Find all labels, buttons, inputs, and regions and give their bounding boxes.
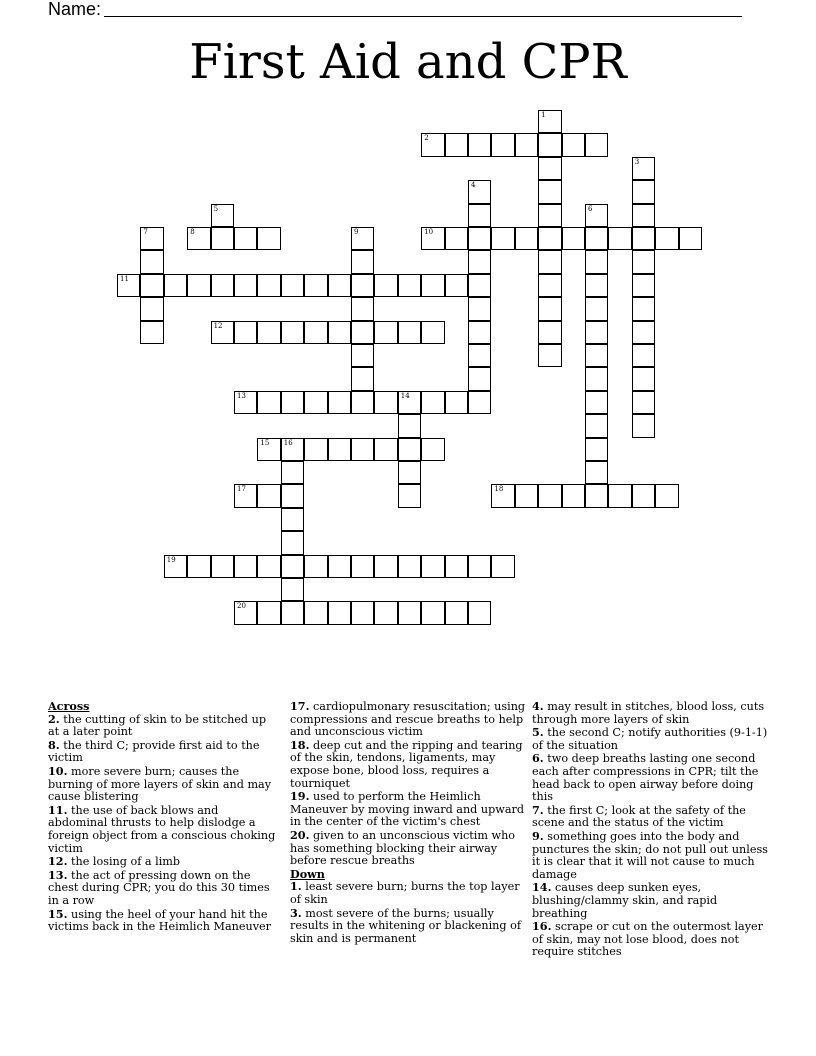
clue-item — [290, 829, 526, 868]
clue-number: 2 — [424, 134, 429, 143]
grid-cell[interactable] — [585, 250, 608, 273]
grid-cell[interactable] — [585, 344, 608, 367]
clue-item-number: 7. — [532, 802, 544, 817]
grid-cell[interactable] — [281, 274, 304, 297]
clue-item-text: using the heel of your hand hit the victims back in the Heimlich Maneuver — [48, 907, 271, 934]
grid-cell[interactable] — [257, 601, 280, 624]
grid-cell[interactable] — [632, 297, 655, 320]
grid-cell[interactable] — [187, 274, 210, 297]
clue-item — [48, 908, 276, 934]
clue-number: 3 — [634, 157, 640, 166]
grid-cell[interactable] — [211, 321, 234, 344]
grid-cell[interactable] — [468, 180, 491, 203]
grid-cell[interactable] — [374, 321, 397, 344]
grid-cell[interactable] — [585, 438, 608, 461]
clue-item-number: 20. — [290, 827, 310, 842]
clue-item-number: 4. — [532, 699, 544, 713]
grid-cell[interactable] — [538, 157, 561, 180]
grid-cell[interactable] — [281, 578, 304, 601]
clue-number: 19 — [166, 555, 176, 564]
grid-cell[interactable] — [421, 601, 444, 624]
clue-number: 13 — [237, 391, 246, 400]
grid-cell[interactable] — [398, 438, 421, 461]
clue-item-number: 12. — [48, 854, 68, 869]
clue-item-number: 6. — [532, 751, 544, 766]
grid-cell[interactable] — [632, 250, 655, 273]
grid-cell[interactable] — [257, 391, 280, 414]
grid-cell[interactable] — [445, 555, 468, 578]
clue-number: 12 — [213, 321, 223, 330]
clue-item — [532, 804, 768, 830]
grid-cell[interactable] — [445, 274, 468, 297]
clue-item — [290, 907, 526, 946]
grid-cell[interactable] — [281, 484, 304, 507]
clue-number: 4 — [471, 181, 476, 190]
grid-cell[interactable] — [632, 180, 655, 203]
grid-cell[interactable] — [632, 204, 655, 227]
grid-cell[interactable] — [351, 601, 374, 624]
clue-item-text: the losing of a limb — [67, 855, 181, 869]
grid-cell[interactable] — [281, 531, 304, 554]
grid-cell[interactable] — [257, 321, 280, 344]
grid-cell[interactable] — [351, 297, 374, 320]
clue-number: 17 — [237, 485, 246, 494]
grid-cell[interactable] — [491, 133, 514, 156]
clue-number: 10 — [424, 228, 434, 236]
grid-cell[interactable] — [421, 391, 444, 414]
clue-item-number: 1. — [290, 879, 302, 894]
grid-cell[interactable] — [328, 321, 351, 344]
grid-cell[interactable] — [164, 274, 187, 297]
grid-cell[interactable] — [585, 414, 608, 437]
grid-cell[interactable] — [585, 274, 608, 297]
grid-cell[interactable] — [468, 227, 491, 250]
grid-cell[interactable] — [585, 461, 608, 484]
across-heading: Across — [48, 699, 90, 713]
grid-cell[interactable] — [538, 274, 561, 297]
clue-number: 16 — [283, 438, 293, 447]
clue-item-text: most severe of the burns; usually results in the whitening or blackening of skin and is permanent — [290, 906, 521, 945]
clue-number: 15 — [260, 438, 270, 447]
grid-cell[interactable] — [351, 344, 374, 367]
clue-item-text: the second C; notify authorities (9-1-1) of the situation — [532, 726, 768, 752]
clue-item — [532, 752, 768, 803]
grid-cell[interactable] — [398, 461, 421, 484]
grid-cell[interactable] — [632, 227, 655, 250]
grid-cell[interactable] — [632, 414, 655, 437]
clue-item-number: 10. — [48, 763, 68, 778]
clue-item — [48, 765, 276, 804]
grid-cell[interactable] — [257, 484, 280, 507]
grid-cell[interactable] — [585, 321, 608, 344]
grid-cell[interactable] — [538, 250, 561, 273]
clue-item — [290, 790, 526, 829]
grid-cell[interactable] — [468, 297, 491, 320]
clue-item — [290, 880, 526, 906]
clue-number: 9 — [354, 228, 359, 236]
grid-cell[interactable] — [421, 438, 444, 461]
clue-item-text: the use of back blows and abdominal thrusts to help dislodge a foreign object from a conscious choking victim — [48, 803, 276, 855]
grid-cell[interactable] — [632, 321, 655, 344]
grid-cell[interactable] — [211, 227, 234, 250]
clue-item-text: may result in stitches, blood loss, cuts through more layers of skin — [532, 700, 765, 726]
grid-cell[interactable] — [140, 297, 163, 320]
grid-cell[interactable] — [398, 391, 421, 414]
grid-cell[interactable] — [562, 227, 585, 250]
grid-cell[interactable] — [468, 555, 491, 578]
grid-cell[interactable] — [351, 391, 374, 414]
grid-cell[interactable] — [234, 227, 257, 250]
clue-item-text: the cutting of skin to be stitched up at a later point — [48, 712, 266, 739]
grid-cell[interactable] — [328, 438, 351, 461]
grid-cell[interactable] — [328, 274, 351, 297]
grid-cell[interactable] — [374, 274, 397, 297]
clue-item-number: 11. — [48, 802, 68, 817]
grid-cell[interactable] — [281, 508, 304, 531]
grid-cell[interactable] — [491, 555, 514, 578]
grid-cell[interactable] — [538, 133, 561, 156]
grid-cell[interactable] — [562, 484, 585, 507]
clue-item-text: the first C; look at the safety of the scene and the status of the victim — [532, 803, 746, 830]
grid-cell[interactable] — [234, 484, 257, 507]
clue-number: 11 — [120, 274, 129, 283]
grid-cell[interactable] — [538, 321, 561, 344]
grid-cell[interactable] — [468, 601, 491, 624]
grid-cell[interactable] — [328, 391, 351, 414]
clue-item-number: 19. — [290, 789, 310, 804]
grid-cell[interactable] — [421, 227, 444, 250]
grid-cell[interactable] — [398, 601, 421, 624]
grid-cell[interactable] — [421, 321, 444, 344]
grid-cell[interactable] — [351, 321, 374, 344]
clue-item-number: 13. — [48, 867, 68, 882]
grid-cell[interactable] — [140, 227, 163, 250]
grid-cell[interactable] — [351, 438, 374, 461]
grid-cell[interactable] — [538, 227, 561, 250]
clue-item — [532, 700, 768, 726]
grid-cell[interactable] — [585, 204, 608, 227]
grid-cell[interactable] — [632, 274, 655, 297]
grid-cell[interactable] — [445, 227, 468, 250]
clue-number: 5 — [213, 204, 219, 213]
grid-cell[interactable] — [234, 555, 257, 578]
clue-item-number: 18. — [290, 737, 310, 752]
clue-item-number: 2. — [48, 711, 60, 726]
grid-cell[interactable] — [585, 227, 608, 250]
grid-cell[interactable] — [140, 250, 163, 273]
clue-item-number: 16. — [532, 919, 552, 934]
grid-cell[interactable] — [632, 367, 655, 390]
grid-cell[interactable] — [117, 274, 140, 297]
grid-cell[interactable] — [608, 227, 631, 250]
grid-cell[interactable] — [374, 555, 397, 578]
grid-cell[interactable] — [679, 227, 702, 250]
grid-cell[interactable] — [468, 204, 491, 227]
grid-cell[interactable] — [468, 133, 491, 156]
grid-cell[interactable] — [398, 484, 421, 507]
grid-cell[interactable] — [234, 601, 257, 624]
clue-item — [48, 713, 276, 739]
grid-cell[interactable] — [585, 367, 608, 390]
clue-item-number: 9. — [532, 828, 544, 843]
grid-cell[interactable] — [304, 438, 327, 461]
clue-item — [290, 700, 526, 739]
grid-cell[interactable] — [304, 601, 327, 624]
grid-cell[interactable] — [468, 391, 491, 414]
grid-cell[interactable] — [281, 601, 304, 624]
clues-column-1 — [48, 700, 276, 934]
grid-cell[interactable] — [655, 227, 678, 250]
grid-cell[interactable] — [164, 555, 187, 578]
grid-cell[interactable] — [538, 204, 561, 227]
grid-cell[interactable] — [328, 601, 351, 624]
down-heading: Down — [290, 866, 325, 881]
grid-cell[interactable] — [187, 227, 210, 250]
clue-item-number: 5. — [532, 725, 544, 740]
grid-cell[interactable] — [257, 274, 280, 297]
clue-item — [290, 739, 526, 790]
grid-cell[interactable] — [421, 555, 444, 578]
grid-cell[interactable] — [304, 321, 327, 344]
grid-cell[interactable] — [304, 555, 327, 578]
clue-item-text: deep cut and the ripping and tearing of the skin, tendons, ligaments, may expose bone, blood loss, requires a tourniquet — [290, 738, 523, 790]
grid-cell[interactable] — [398, 321, 421, 344]
grid-cell[interactable] — [374, 391, 397, 414]
clue-item-text: given to an unconscious victim who has something blocking their airway before rescue breaths — [290, 828, 516, 868]
grid-cell[interactable] — [608, 484, 631, 507]
clue-item-number: 14. — [532, 880, 552, 895]
grid-cell[interactable] — [468, 274, 491, 297]
grid-cell[interactable] — [468, 250, 491, 273]
grid-cell[interactable] — [234, 321, 257, 344]
clue-number: 8 — [190, 228, 195, 236]
clue-item — [48, 804, 276, 855]
clues-column-3 — [532, 700, 768, 959]
grid-cell[interactable] — [351, 250, 374, 273]
clue-number: 1 — [541, 111, 546, 119]
clues-column-2 — [290, 700, 526, 945]
clue-item-text: causes deep sunken eyes, blushing/clammy skin, and rapid breathing — [532, 881, 718, 920]
grid-cell[interactable] — [421, 133, 444, 156]
grid-cell[interactable] — [491, 227, 514, 250]
grid-cell[interactable] — [538, 297, 561, 320]
grid-cell[interactable] — [351, 227, 374, 250]
page-title: First Aid and CPR — [189, 34, 627, 90]
grid-cell[interactable] — [234, 274, 257, 297]
grid-cell[interactable] — [257, 227, 280, 250]
grid-cell[interactable] — [257, 438, 280, 461]
grid-cell[interactable] — [538, 180, 561, 203]
grid-cell[interactable] — [140, 274, 163, 297]
clue-item — [48, 855, 276, 869]
grid-cell[interactable] — [538, 344, 561, 367]
grid-cell[interactable] — [351, 367, 374, 390]
clue-item-text: least severe burn; burns the top layer of skin — [290, 880, 520, 906]
grid-cell[interactable] — [468, 344, 491, 367]
grid-cell[interactable] — [211, 204, 234, 227]
grid-cell[interactable] — [398, 274, 421, 297]
grid-cell[interactable] — [632, 391, 655, 414]
grid-cell[interactable] — [351, 274, 374, 297]
grid-cell[interactable] — [632, 157, 655, 180]
grid-cell[interactable] — [491, 484, 514, 507]
grid-cell[interactable] — [187, 555, 210, 578]
clue-item — [48, 869, 276, 908]
clue-item-text: something goes into the body and punctures the skin; do not pull out unless it is clear that it will not cause to much damage — [532, 829, 768, 881]
grid-cell[interactable] — [281, 321, 304, 344]
clue-item-text: cardiopulmonary resuscitation; using compressions and rescue breaths to help and unconscious victim — [290, 700, 526, 739]
grid-cell[interactable] — [351, 555, 374, 578]
clue-item-text: more severe burn; causes the burning of more layers of skin and may cause blistering — [48, 764, 272, 804]
clue-item — [532, 830, 768, 881]
grid-cell[interactable] — [281, 555, 304, 578]
grid-cell[interactable] — [468, 367, 491, 390]
clue-number: 20 — [237, 602, 246, 611]
grid-cell[interactable] — [374, 438, 397, 461]
grid-cell[interactable] — [234, 391, 257, 414]
grid-cell[interactable] — [211, 274, 234, 297]
clue-item-text: used to perform the Heimlich Maneuver by moving inward and upward in the center of the victim's chest — [290, 790, 525, 829]
grid-cell[interactable] — [585, 391, 608, 414]
grid-cell[interactable] — [421, 274, 444, 297]
clue-item — [48, 739, 276, 765]
grid-cell[interactable] — [445, 601, 468, 624]
grid-cell[interactable] — [515, 484, 538, 507]
grid-cell[interactable] — [398, 555, 421, 578]
grid-cell[interactable] — [585, 133, 608, 156]
clue-item — [532, 726, 768, 752]
grid-cell[interactable] — [281, 461, 304, 484]
down-clue-list-continued — [532, 700, 768, 959]
grid-cell[interactable] — [211, 555, 234, 578]
grid-cell[interactable] — [515, 133, 538, 156]
clue-item-text: the act of pressing down on the chest during CPR; you do this 30 times in a row — [48, 868, 270, 907]
grid-cell[interactable] — [304, 391, 327, 414]
grid-cell[interactable] — [515, 227, 538, 250]
grid-cell[interactable] — [538, 110, 561, 133]
grid-cell[interactable] — [562, 133, 585, 156]
clue-item-text: the third C; provide first aid to the victim — [48, 738, 260, 765]
clue-item-number: 15. — [48, 906, 68, 921]
grid-cell[interactable] — [585, 484, 608, 507]
across-clue-list — [48, 713, 276, 934]
grid-cell[interactable] — [304, 274, 327, 297]
grid-cell[interactable] — [281, 391, 304, 414]
grid-cell[interactable] — [445, 133, 468, 156]
clue-number: 18 — [494, 485, 504, 494]
grid-cell[interactable] — [468, 321, 491, 344]
grid-cell[interactable] — [257, 555, 280, 578]
clue-item — [532, 920, 768, 959]
grid-cell[interactable] — [398, 414, 421, 437]
grid-cell[interactable] — [538, 484, 561, 507]
grid-cell[interactable] — [140, 321, 163, 344]
clue-item-number: 3. — [290, 905, 302, 920]
clue-item-text: scrape or cut on the outermost layer of skin, may not lose blood, does not require stitches — [532, 920, 764, 959]
grid-cell[interactable] — [632, 484, 655, 507]
down-clue-list — [290, 880, 526, 945]
name-label: Name: — [48, 0, 102, 19]
clue-item-number: 8. — [48, 737, 60, 752]
clue-number: 7 — [143, 228, 148, 236]
grid-cell[interactable] — [445, 391, 468, 414]
clue-number: 6 — [588, 204, 593, 213]
grid-cell[interactable] — [281, 438, 304, 461]
grid-cell[interactable] — [585, 297, 608, 320]
grid-cell[interactable] — [632, 344, 655, 367]
grid-cell[interactable] — [328, 555, 351, 578]
grid-cell[interactable] — [374, 601, 397, 624]
grid-cell[interactable] — [655, 484, 678, 507]
clue-item — [532, 881, 768, 920]
across-clue-list-continued — [290, 700, 526, 868]
clue-number: 14 — [400, 391, 410, 400]
clue-item-number: 17. — [290, 699, 310, 713]
clue-item-text: two deep breaths lasting one second each after compressions in CPR; tilt the head back to open airway before doing this — [532, 752, 759, 804]
